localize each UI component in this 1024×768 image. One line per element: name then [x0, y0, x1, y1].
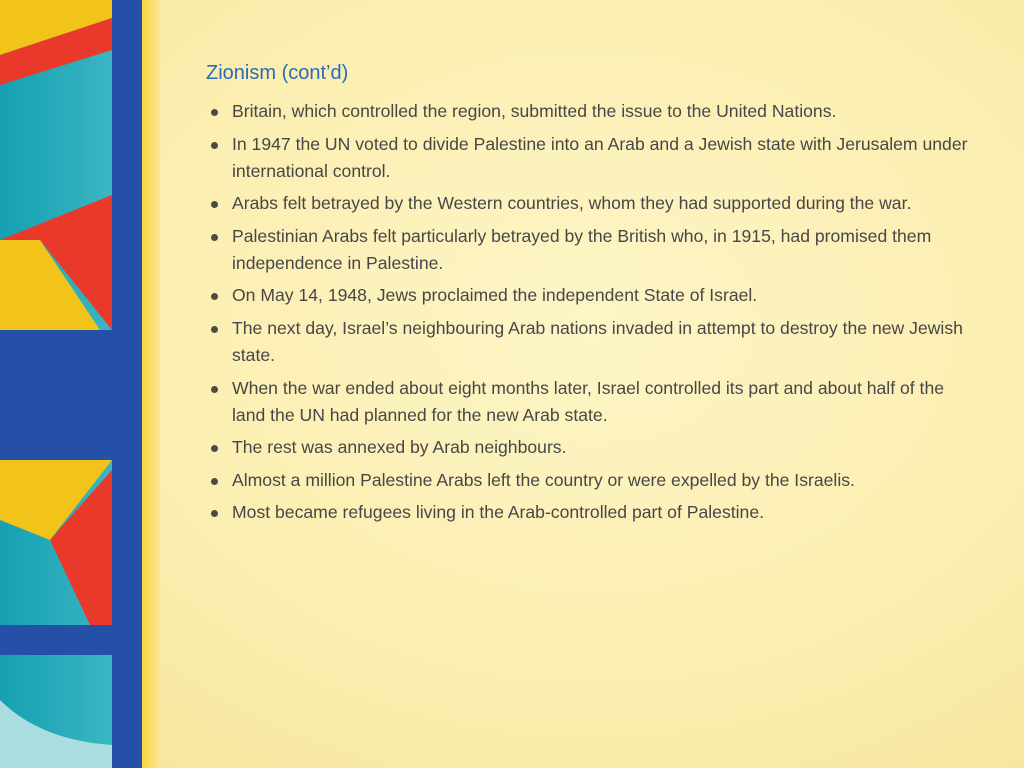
bullet-dot-icon [211, 293, 218, 300]
bullet-item [206, 315, 981, 369]
bullet-item [206, 223, 981, 277]
bullet-dot-icon [211, 445, 218, 452]
bullet-text: Arabs felt betrayed by the Western countries, whom they had supported during the war. [232, 193, 912, 214]
bullet-dot-icon [211, 386, 218, 393]
bullet-dot-icon [211, 326, 218, 333]
bullet-item [206, 190, 981, 217]
bullet-text: Most became refugees living in the Arab-controlled part of Palestine. [232, 502, 765, 523]
decorative-shapes [0, 0, 160, 768]
bullet-dot-icon [211, 478, 218, 485]
bullet-item [206, 98, 981, 125]
bullet-dot-icon [211, 142, 218, 149]
decorative-side-panel [0, 0, 160, 768]
bullet-text: The next day, Israel’s neighbouring Arab nations invaded in attempt to destroy the new Jewish state. [232, 317, 963, 365]
bullet-text: Britain, which controlled the region, submitted the issue to the United Nations. [232, 101, 837, 121]
bullet-item [206, 499, 981, 526]
bullet-item [206, 467, 981, 494]
bullet-item [206, 375, 981, 429]
bullet-dot-icon [211, 510, 218, 517]
bullet-text: In 1947 the UN voted to divide Palestine into an Arab and a Jewish state with Jerusalem under international control. [232, 133, 968, 181]
bullet-item [206, 434, 981, 461]
bullet-text: When the war ended about eight months later, Israel controlled its part and about half of the land the UN had planned for the new Arab state. [232, 377, 945, 425]
bullet-text: The rest was annexed by Arab neighbours. [232, 437, 567, 458]
bullet-item [206, 131, 981, 185]
bullet-text: Almost a million Palestine Arabs left the country or were expelled by the Israelis. [232, 469, 855, 490]
slide-content [206, 60, 981, 532]
slide-title: Zionism (cont’d) [206, 62, 349, 84]
bullet-dot-icon [211, 201, 218, 208]
bullet-list [206, 98, 981, 526]
bullet-text: Palestinian Arabs felt particularly betrayed by the British who, in 1915, had promised them independence in Palestine. [232, 225, 932, 273]
bullet-dot-icon [211, 109, 218, 116]
bullet-dot-icon [211, 234, 218, 241]
bullet-text: On May 14, 1948, Jews proclaimed the independent State of Israel. [232, 285, 758, 306]
bullet-item [206, 282, 981, 309]
